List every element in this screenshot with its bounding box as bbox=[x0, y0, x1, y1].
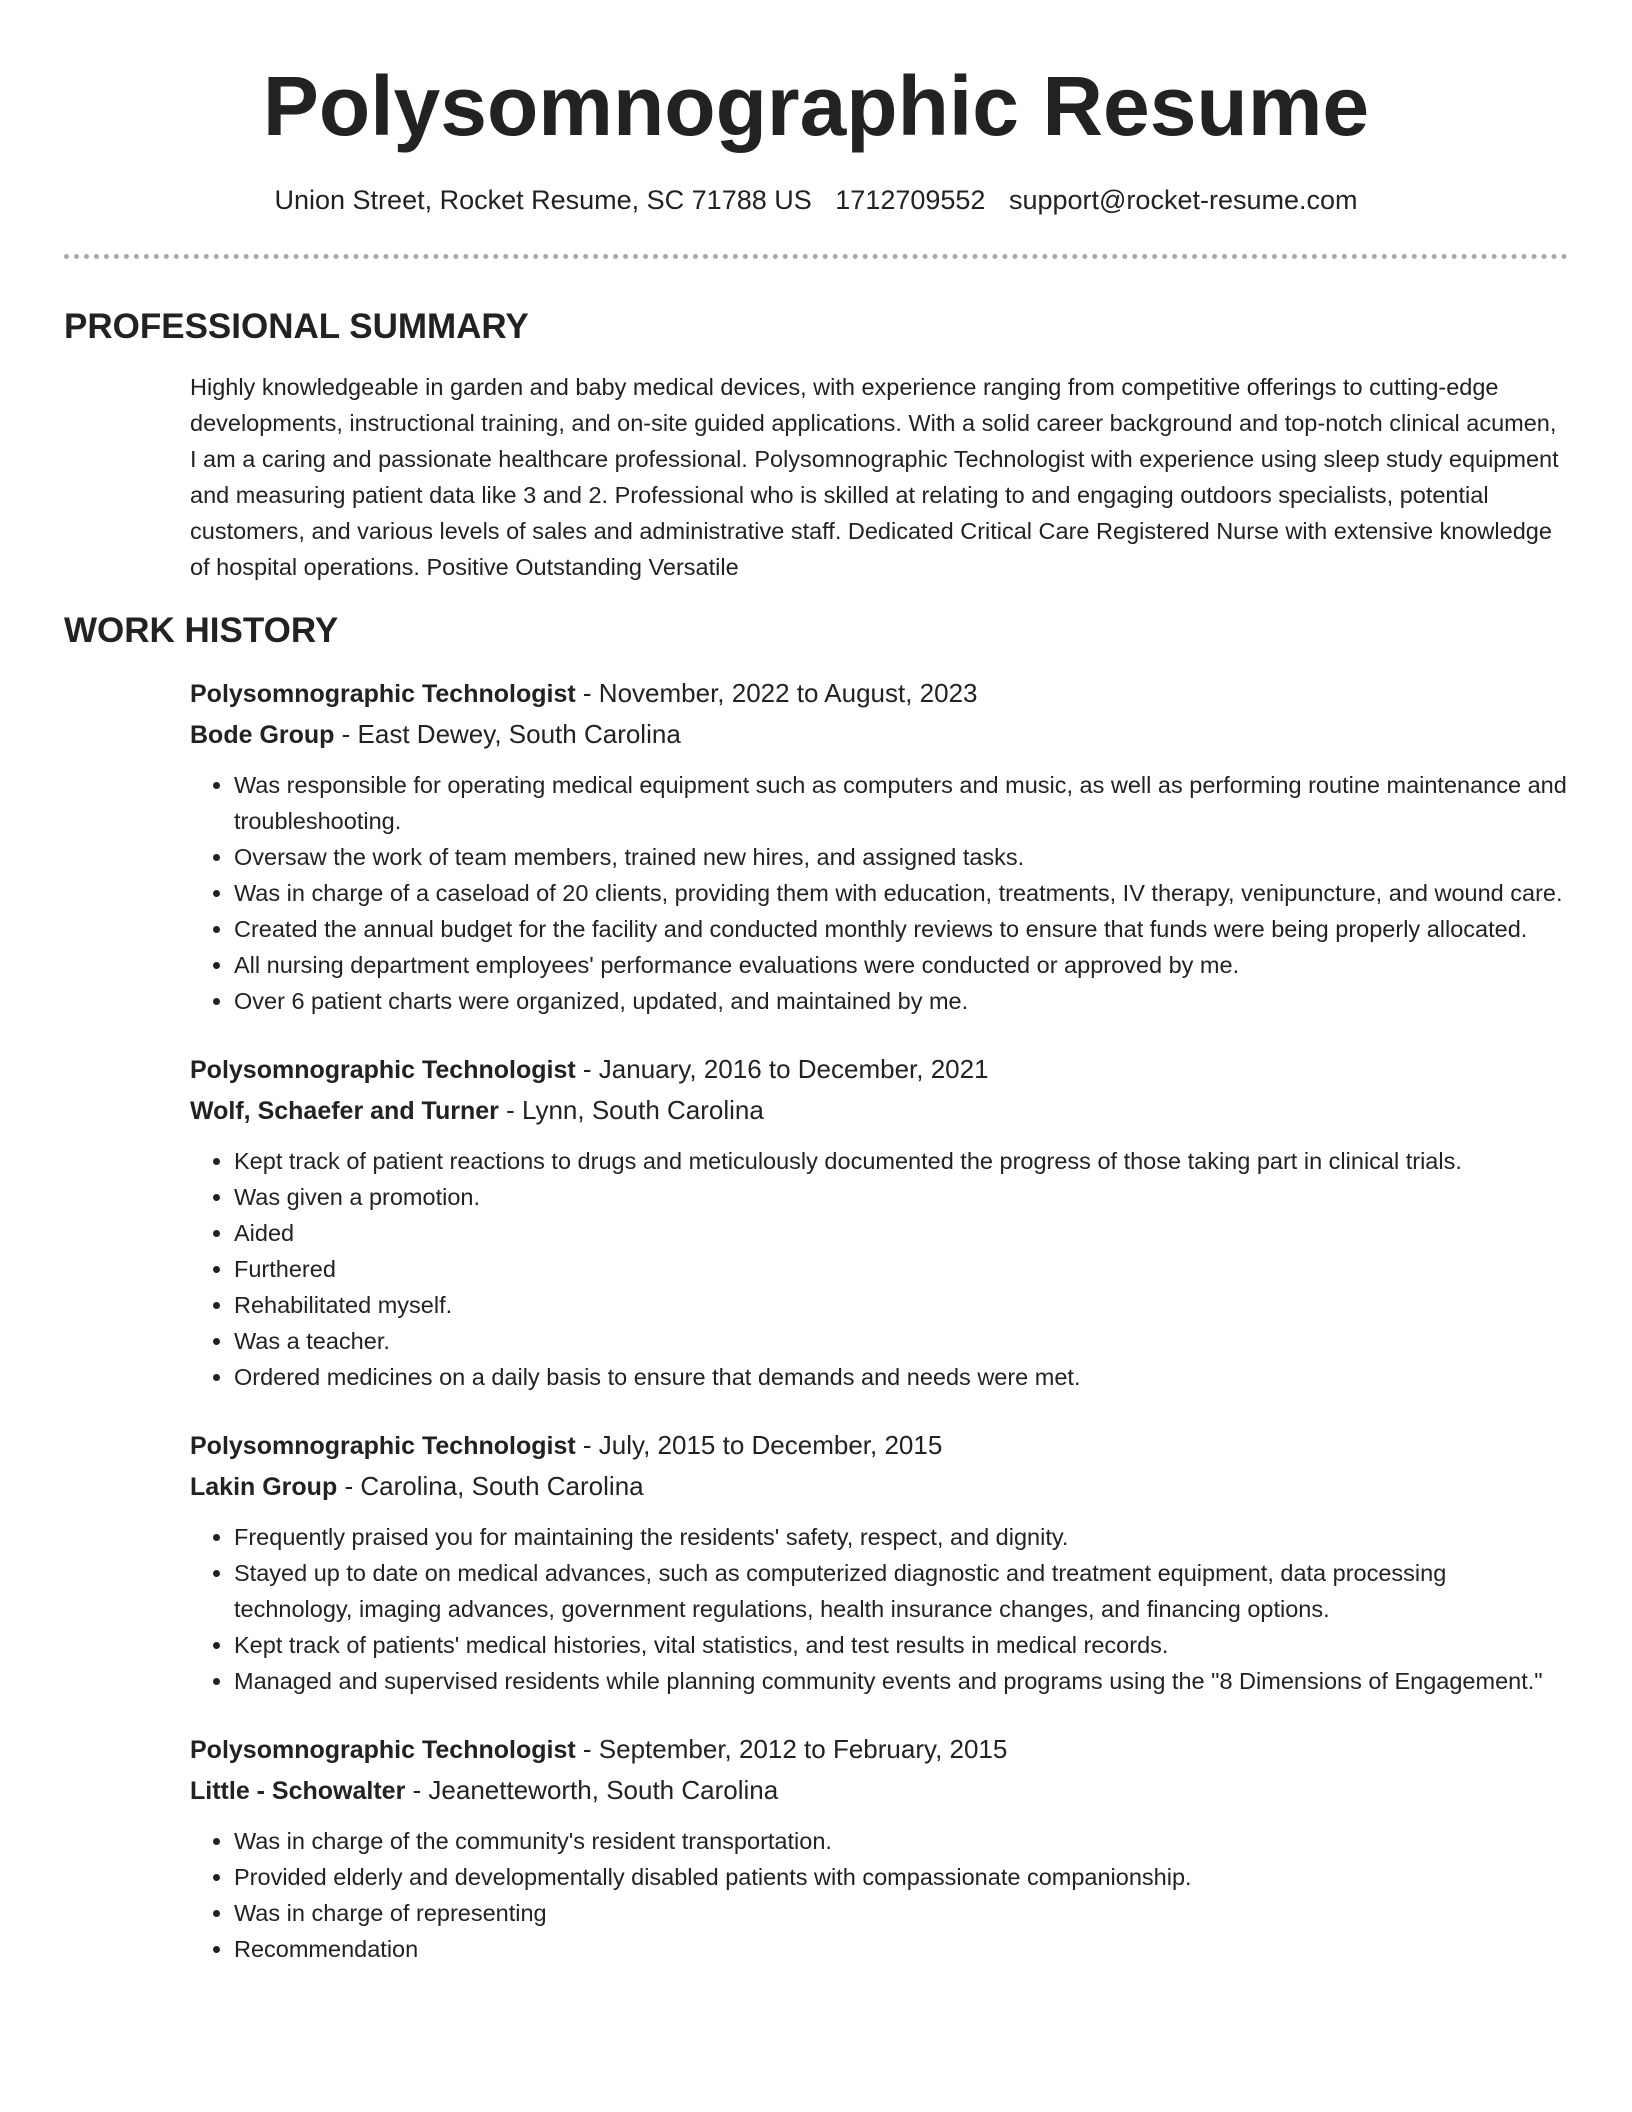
job-bullets bbox=[190, 1143, 1568, 1395]
bullet-item: • Aided bbox=[234, 1215, 1568, 1251]
job-company-line bbox=[190, 1090, 1568, 1131]
job-dates: - September, 2012 to February, 2015 bbox=[575, 1734, 1008, 1764]
contact-address: Union Street, Rocket Resume, SC 71788 US bbox=[274, 185, 812, 215]
job-company: Little - Schowalter bbox=[190, 1777, 406, 1805]
bullet-item: • Kept track of patient reactions to drugs and meticulously documented the progress of those taking part in clinical trials. bbox=[234, 1143, 1568, 1179]
bullet-item: • Oversaw the work of team members, trained new hires, and assigned tasks. bbox=[234, 839, 1568, 875]
job-company-line bbox=[190, 1770, 1568, 1811]
job-entry bbox=[190, 1049, 1568, 1395]
bullet-item: • Was a teacher. bbox=[234, 1323, 1568, 1359]
job-dates: - November, 2022 to August, 2023 bbox=[575, 678, 978, 708]
bullet-item: • Managed and supervised residents while planning community events and programs using the "8 Dimensions of Engagement." bbox=[234, 1663, 1568, 1699]
job-bullets bbox=[190, 1823, 1568, 1967]
bullet-item: • Furthered bbox=[234, 1251, 1568, 1287]
job-company-line bbox=[190, 1466, 1568, 1507]
resume-title: Polysomnographic Resume bbox=[262, 59, 1370, 153]
bullet-item: • Was given a promotion. bbox=[234, 1179, 1568, 1215]
summary-text: Highly knowledgeable in garden and baby medical devices, with experience ranging from competitive offerings to cutting-edge developments, instructional training, and on-site guided applications. With a solid career background and top-notch clinical acumen, I am a caring and passionate healthcare professional. Polysomnographic Technologist with experience using sleep study equipment and measuring patient data like 3 and 2. Professional who is skilled at relating to and engaging outdoors specialists, potential customers, and various levels of sales and administrative staff. Dedicated Critical Care Registered Nurse with extensive knowledge of hospital operations. Positive Outstanding Versatile bbox=[190, 374, 1559, 580]
job-entry bbox=[190, 1729, 1568, 1967]
job-title-line bbox=[190, 1049, 1568, 1090]
bullet-item: • Stayed up to date on medical advances, such as computerized diagnostic and treatment equipment, data processing technology, imaging advances, government regulations, health insurance changes, and financing options. bbox=[234, 1555, 1568, 1627]
section-title-summary: PROFESSIONAL SUMMARY bbox=[64, 307, 529, 346]
bullet-item: • Provided elderly and developmentally disabled patients with compassionate companionship. bbox=[234, 1859, 1568, 1895]
bullet-item: • Recommendation bbox=[234, 1931, 1568, 1967]
contact-email: support@rocket-resume.com bbox=[1008, 185, 1358, 215]
job-location: - East Dewey, South Carolina bbox=[334, 719, 681, 749]
job-title-line bbox=[190, 673, 1568, 714]
header-divider bbox=[64, 254, 1568, 259]
job-company-line bbox=[190, 714, 1568, 755]
bullet-item: • Was in charge of the community's resident transportation. bbox=[234, 1823, 1568, 1859]
bullet-item: • Was in charge of a caseload of 20 clients, providing them with education, treatments, IV therapy, venipuncture, and wound care. bbox=[234, 875, 1568, 911]
job-company: Bode Group bbox=[190, 721, 335, 749]
contact-phone: 1712709552 bbox=[835, 185, 986, 215]
bullet-item: • Rehabilitated myself. bbox=[234, 1287, 1568, 1323]
job-location: - Lynn, South Carolina bbox=[498, 1095, 764, 1125]
job-company: Lakin Group bbox=[190, 1473, 338, 1501]
job-role: Polysomnographic Technologist bbox=[190, 1432, 576, 1460]
job-bullets bbox=[190, 1519, 1568, 1699]
job-entry bbox=[190, 1425, 1568, 1699]
job-entry bbox=[190, 673, 1568, 1019]
job-company: Wolf, Schaefer and Turner bbox=[190, 1097, 499, 1125]
job-role: Polysomnographic Technologist bbox=[190, 1736, 576, 1764]
job-role: Polysomnographic Technologist bbox=[190, 680, 576, 708]
job-location: - Carolina, South Carolina bbox=[337, 1471, 644, 1501]
job-role: Polysomnographic Technologist bbox=[190, 1056, 576, 1084]
bullet-item: • Ordered medicines on a daily basis to ensure that demands and needs were met. bbox=[234, 1359, 1568, 1395]
job-dates: - January, 2016 to December, 2021 bbox=[575, 1054, 989, 1084]
bullet-item: • Was in charge of representing bbox=[234, 1895, 1568, 1931]
bullet-item: • Kept track of patients' medical histories, vital statistics, and test results in medical records. bbox=[234, 1627, 1568, 1663]
job-title-line bbox=[190, 1729, 1568, 1770]
job-title-line bbox=[190, 1425, 1568, 1466]
contact-line bbox=[0, 182, 1632, 218]
job-location: - Jeanetteworth, South Carolina bbox=[405, 1775, 779, 1805]
bullet-item: • Was responsible for operating medical equipment such as computers and music, as well as performing routine maintenance and troubleshooting. bbox=[234, 767, 1568, 839]
bullet-item: • Over 6 patient charts were organized, updated, and maintained by me. bbox=[234, 983, 1568, 1019]
bullet-item: • Created the annual budget for the facility and conducted monthly reviews to ensure that funds were being properly allocated. bbox=[234, 911, 1568, 947]
job-dates: - July, 2015 to December, 2015 bbox=[575, 1430, 943, 1460]
bullet-item: • All nursing department employees' performance evaluations were conducted or approved by me. bbox=[234, 947, 1568, 983]
section-title-work-history: WORK HISTORY bbox=[64, 611, 339, 650]
bullet-item: • Frequently praised you for maintaining the residents' safety, respect, and dignity. bbox=[234, 1519, 1568, 1555]
job-bullets bbox=[190, 767, 1568, 1019]
